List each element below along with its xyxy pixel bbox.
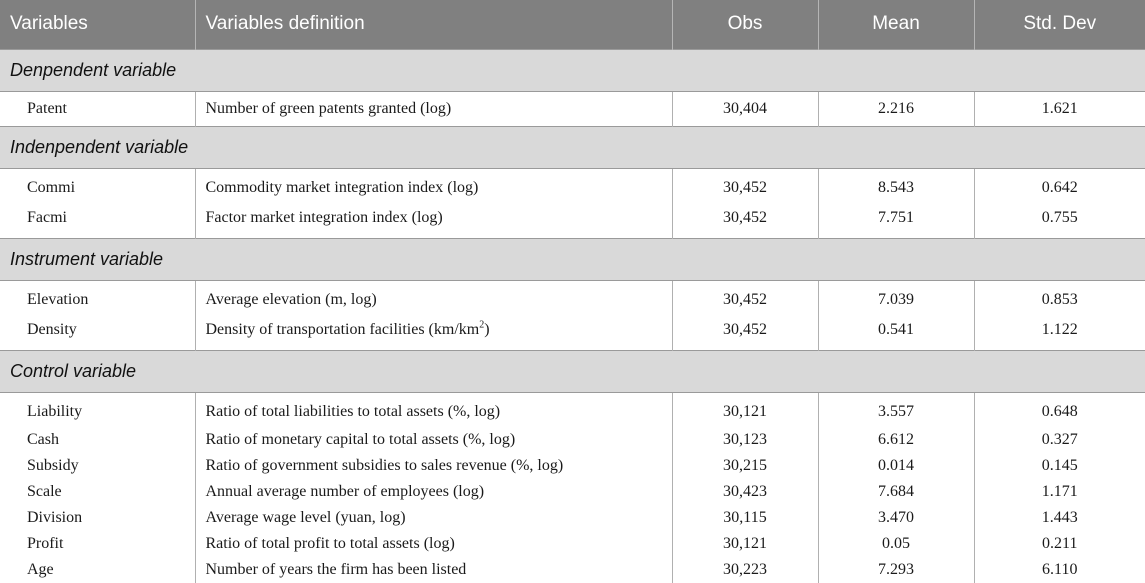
mean-value: 7.684	[818, 479, 974, 505]
header-variables: Variables	[0, 0, 195, 49]
std-dev-value: 0.145	[974, 453, 1145, 479]
section-title: Denpendent variable	[0, 49, 1145, 91]
mean-value: 0.05	[818, 531, 974, 557]
variable-definition: Number of green patents granted (log)	[195, 91, 672, 126]
superscript-exponent: 2	[479, 319, 485, 331]
variable-name: Liability	[27, 402, 83, 420]
obs-value: 30,215	[672, 453, 818, 479]
obs-value: 30,452	[672, 315, 818, 350]
mean-value: 0.014	[818, 453, 974, 479]
obs-value: 30,404	[672, 91, 818, 126]
header-mean: Mean	[818, 0, 974, 49]
std-dev-value: 0.755	[974, 203, 1145, 238]
table-header	[0, 0, 1145, 49]
definition-text-end: )	[484, 321, 490, 339]
table-row	[0, 280, 1145, 315]
std-dev-value: 0.327	[974, 427, 1145, 453]
std-dev-value: 1.122	[974, 315, 1145, 350]
variable-definition: Average elevation (m, log)	[195, 280, 672, 315]
mean-value: 6.612	[818, 427, 974, 453]
obs-value: 30,121	[672, 531, 818, 557]
header-std-dev: Std. Dev	[974, 0, 1145, 49]
variable-name: Scale	[27, 483, 62, 500]
variable-name: Division	[27, 509, 83, 526]
mean-value: 3.470	[818, 505, 974, 531]
section-title: Instrument variable	[0, 238, 1145, 280]
obs-value: 30,115	[672, 505, 818, 531]
section-row	[0, 350, 1145, 392]
mean-value: 0.541	[818, 315, 974, 350]
variable-name: Commi	[27, 178, 76, 196]
variable-definition: Ratio of total profit to total assets (log)	[195, 531, 672, 557]
table-row	[0, 427, 1145, 453]
obs-value: 30,121	[672, 392, 818, 427]
mean-value: 7.751	[818, 203, 974, 238]
table-row	[0, 168, 1145, 203]
variable-name: Density	[27, 321, 77, 339]
std-dev-value: 1.621	[974, 91, 1145, 126]
std-dev-value: 0.648	[974, 392, 1145, 427]
mean-value: 2.216	[818, 91, 974, 126]
section-row	[0, 126, 1145, 168]
variable-name: Profit	[27, 535, 64, 552]
table-body	[0, 49, 1145, 583]
variable-definition: Commodity market integration index (log)	[195, 168, 672, 203]
obs-value: 30,452	[672, 168, 818, 203]
std-dev-value: 1.443	[974, 505, 1145, 531]
obs-value: 30,123	[672, 427, 818, 453]
mean-value: 7.293	[818, 557, 974, 583]
variable-name: Elevation	[27, 290, 89, 308]
table-row	[0, 453, 1145, 479]
table-row	[0, 315, 1145, 350]
variable-definition: Ratio of monetary capital to total assets (%, log)	[195, 427, 672, 453]
table-row	[0, 505, 1145, 531]
obs-value: 30,452	[672, 280, 818, 315]
variable-definition: Ratio of total liabilities to total assets (%, log)	[195, 392, 672, 427]
obs-value: 30,423	[672, 479, 818, 505]
std-dev-value: 6.110	[974, 557, 1145, 583]
table-row	[0, 392, 1145, 427]
mean-value: 3.557	[818, 392, 974, 427]
variable-name: Age	[27, 561, 54, 578]
section-title: Control variable	[0, 350, 1145, 392]
header-row	[0, 0, 1145, 49]
table-row	[0, 479, 1145, 505]
variable-definition: Annual average number of employees (log)	[195, 479, 672, 505]
variable-name: Cash	[27, 431, 59, 448]
std-dev-value: 0.853	[974, 280, 1145, 315]
variable-definition: Average wage level (yuan, log)	[195, 505, 672, 531]
variable-definition: Factor market integration index (log)	[195, 203, 672, 238]
std-dev-value: 0.642	[974, 168, 1145, 203]
variable-definition: Number of years the firm has been listed	[195, 557, 672, 583]
mean-value: 8.543	[818, 168, 974, 203]
variable-name: Subsidy	[27, 457, 79, 474]
header-obs: Obs	[672, 0, 818, 49]
section-row	[0, 49, 1145, 91]
std-dev-value: 1.171	[974, 479, 1145, 505]
obs-value: 30,452	[672, 203, 818, 238]
section-title: Indenpendent variable	[0, 126, 1145, 168]
header-variables-definition: Variables definition	[195, 0, 672, 49]
mean-value: 7.039	[818, 280, 974, 315]
variable-name: Facmi	[27, 209, 67, 227]
table-row	[0, 203, 1145, 238]
variable-definition: Ratio of government subsidies to sales revenue (%, log)	[195, 453, 672, 479]
table-row	[0, 557, 1145, 583]
variable-definition	[195, 315, 672, 350]
variable-name: Patent	[27, 99, 67, 117]
std-dev-value: 0.211	[974, 531, 1145, 557]
table-row	[0, 91, 1145, 126]
table-row	[0, 531, 1145, 557]
obs-value: 30,223	[672, 557, 818, 583]
section-row	[0, 238, 1145, 280]
definition-text: Density of transportation facilities (km/km	[205, 321, 480, 339]
